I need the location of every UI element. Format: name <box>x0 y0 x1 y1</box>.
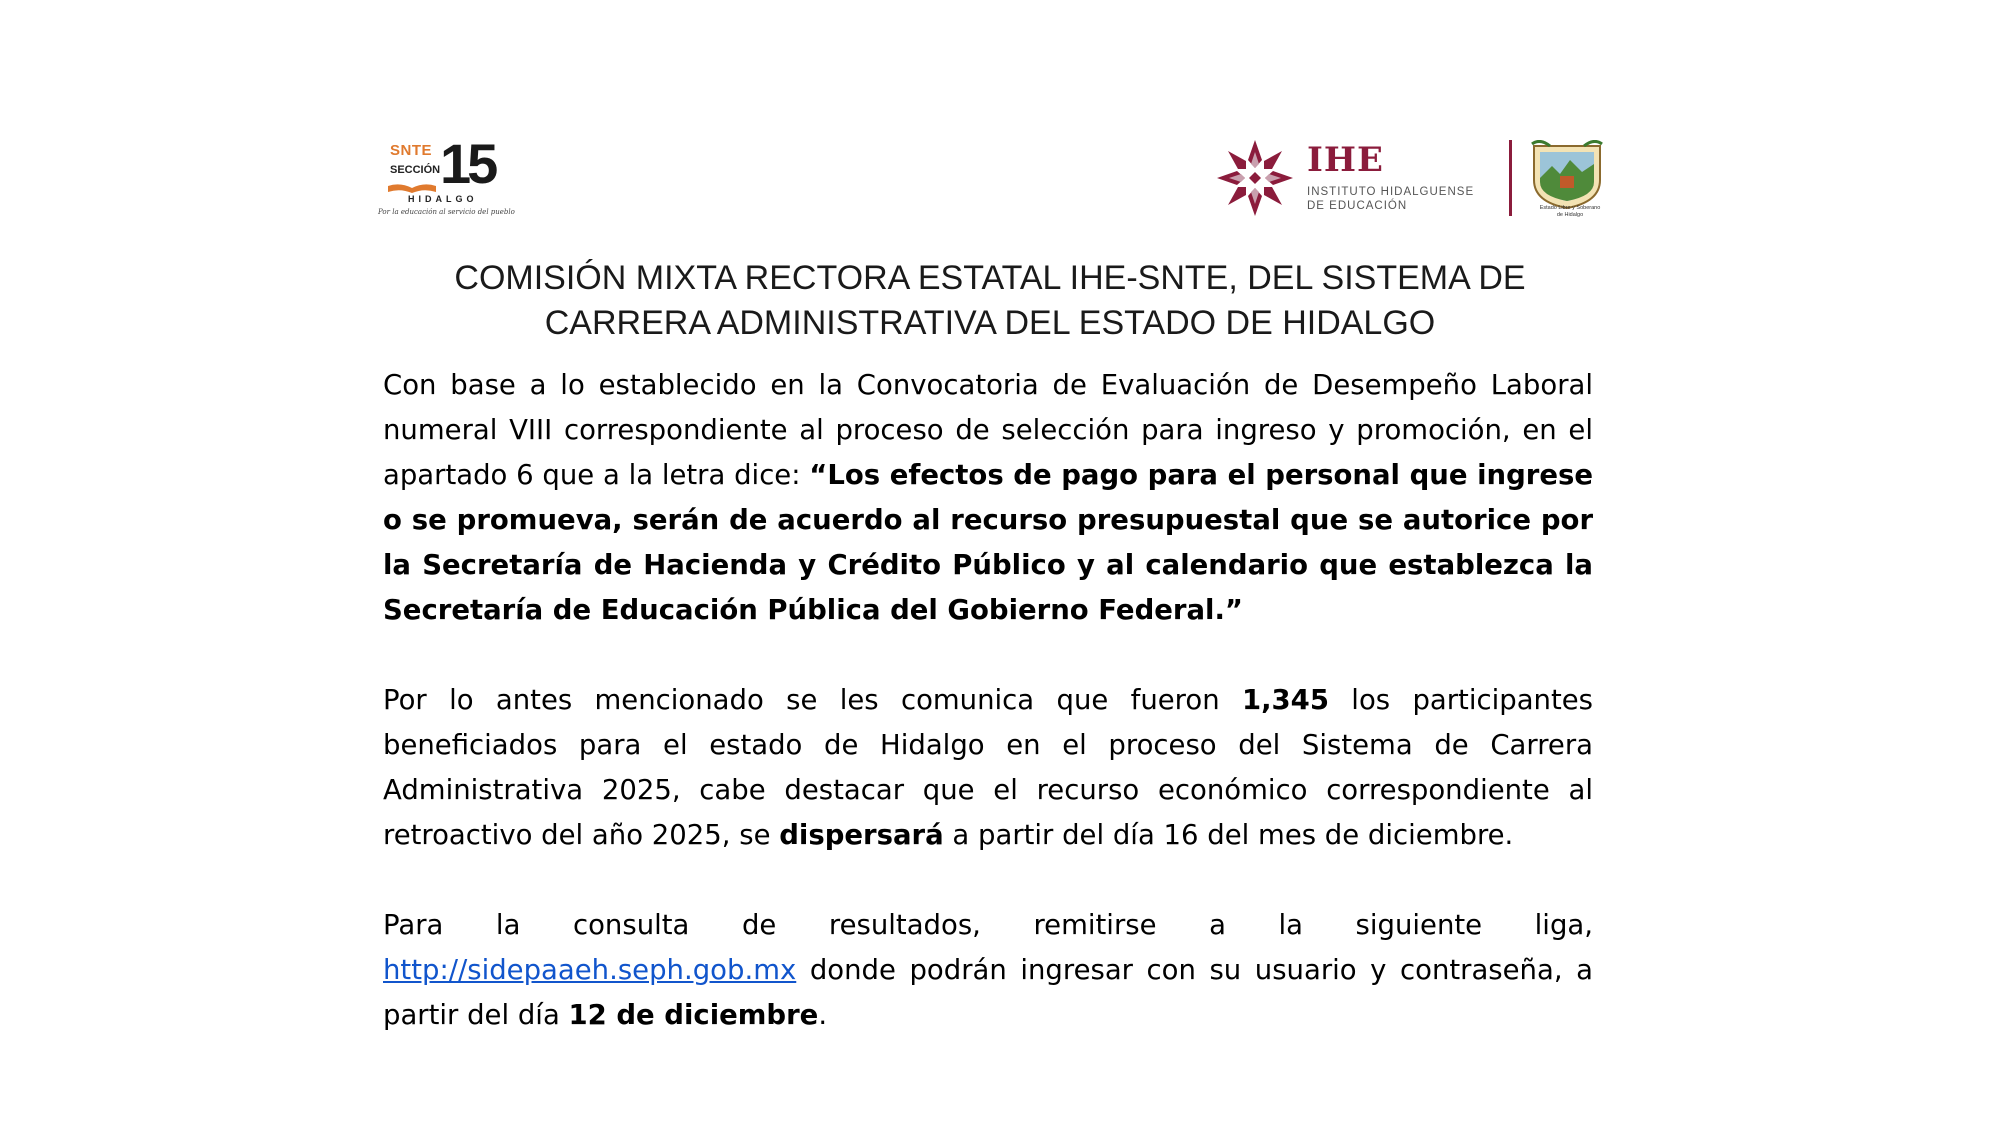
title-line-1: COMISIÓN MIXTA RECTORA ESTATAL IHE-SNTE, DEL SISTEMA DE <box>454 259 1526 297</box>
results-date: 12 de diciembre <box>568 999 819 1031</box>
paragraph3-part3: . <box>818 999 828 1031</box>
document-title <box>385 256 1595 346</box>
paragraph-beneficiados <box>383 678 1593 858</box>
paragraph1-quote: “Los efectos de pago para el personal que ingrese o se promueva, serán de acuerdo al recurso presupuestal que se autorice por la Secretaría de Hacienda y Crédito Público y al calendario que establezca la Secretaría de Educación Pública del Gobierno Federal.” <box>383 459 1593 626</box>
paragraph-consulta <box>383 903 1593 1038</box>
ihe-star-icon <box>1215 138 1295 218</box>
ihe-name-line2: DE EDUCACIÓN <box>1307 200 1408 212</box>
document-body <box>383 363 1593 1038</box>
ihe-logo <box>1215 138 1495 218</box>
coat-caption-line2: de Hidalgo <box>1556 212 1584 218</box>
snte-slogan: Por la educación al servicio del pueblo <box>378 208 515 216</box>
paragraph2-part3: a partir del día 16 del mes de diciembre. <box>943 819 1514 851</box>
snte-section-number: 15 <box>440 132 495 195</box>
paragraph3-part1: Para la consulta de resultados, remitirse a la siguiente liga, <box>383 909 1593 941</box>
open-book-icon <box>386 182 438 194</box>
participant-count: 1,345 <box>1241 684 1329 716</box>
coat-caption-line1: Estado Libre y Soberano <box>1539 205 1601 211</box>
paragraph3-part2: donde podrán ingresar con su usuario y contraseña, a partir del día <box>383 954 1593 1031</box>
paragraph1-intro: Con base a lo establecido en la Convocatoria de Evaluación de Desempeño Laboral numeral VIII correspondiente al proceso de selección para ingreso y promoción, en el apartado 6 que a la letra dice: <box>383 369 1593 491</box>
ihe-name-line1: INSTITUTO HIDALGUENSE <box>1307 186 1475 198</box>
ihe-acronym: IHE <box>1307 140 1384 180</box>
dispersion-verb: dispersará <box>779 819 944 851</box>
snte-seccion-label: SECCIÓN <box>390 164 441 176</box>
paragraph-convocatoria <box>383 363 1593 633</box>
results-link[interactable]: http://sidepaaeh.seph.gob.mx <box>383 954 797 986</box>
paragraph2-part2: los participantes beneficiados para el estado de Hidalgo en el proceso del Sistema de Carrera Administrativa 2025, cabe destacar que el recurso económico correspondiente al retroactivo del año 2025, se <box>383 684 1594 851</box>
title-line-2: CARRERA ADMINISTRATIVA DEL ESTADO DE HIDALGO <box>544 304 1436 342</box>
snte-wordmark: SNTE <box>390 142 433 159</box>
snte-state-label: HIDALGO <box>408 194 478 204</box>
logo-divider <box>1509 140 1512 216</box>
snte-logo <box>378 132 518 226</box>
paragraph2-part1: Por lo antes mencionado se les comunica que fueron <box>383 684 1242 716</box>
